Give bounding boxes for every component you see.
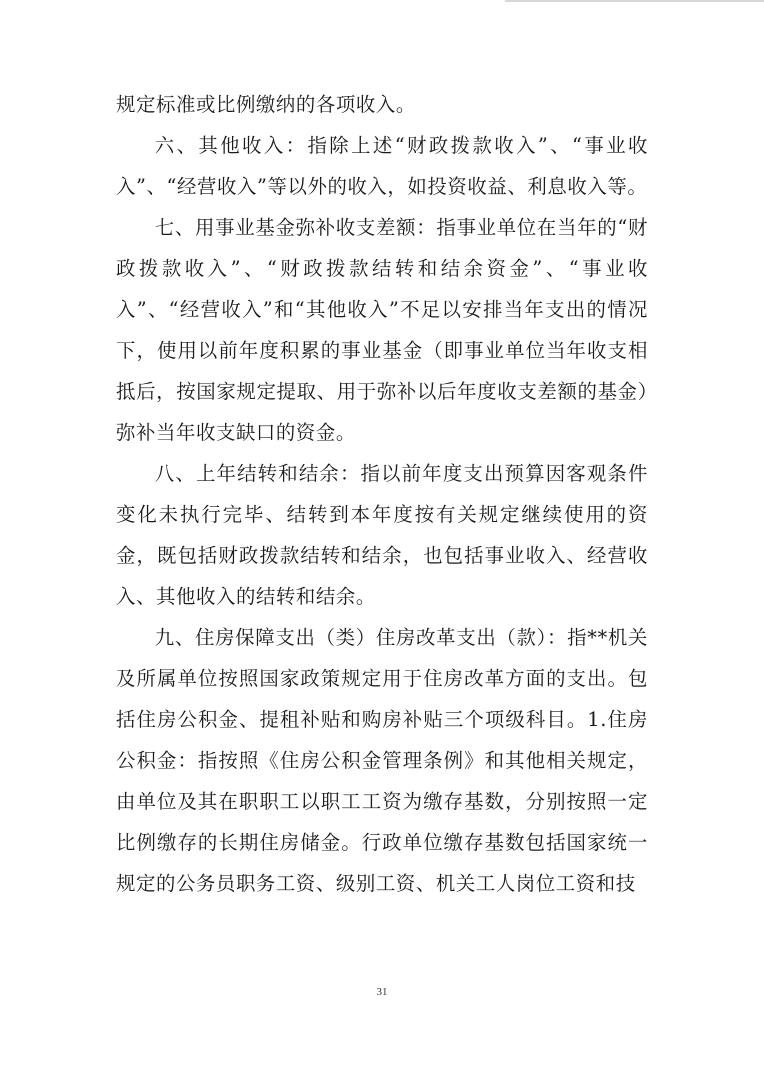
page-number: 31 bbox=[376, 986, 388, 998]
top-edge-rule bbox=[505, 0, 764, 2]
paragraph-other-income: 六、其他收入：指除上述“财政拨款收入”、“事业收入”、“经营收入”等以外的收入，如投资收益、利息收入等。 bbox=[116, 134, 648, 198]
document-body bbox=[116, 84, 648, 904]
paragraph-carryover-balance: 八、上年结转和结余：指以前年度支出预算因客观条件变化未执行完毕、结转到本年度按有关规定继续使用的资金，既包括财政拨款结转和结余，也包括事业收入、经营收入、其他收入的结转和结余。 bbox=[116, 462, 648, 608]
paragraph-housing-expenditure: 九、住房保障支出（类）住房改革支出（款）：指**机关及所属单位按照国家政策规定用于住房改革方面的支出。包括住房公积金、提租补贴和购房补贴三个项级科目。1.住房公积金：指按照《住房公积金管理条例》和其他相关规定，由单位及其在职职工以职工工资为缴存基数，分别按照一定比例缴存的长期住房储金。行政单位缴存基数包括国家统一规定的公务员职务工资、级别工资、机关工人岗位工资和技 bbox=[116, 626, 648, 895]
paragraph-business-fund: 七、用事业基金弥补收支差额：指事业单位在当年的“财政拨款收入”、“财政拨款结转和结余资金”、“事业收入”、“经营收入”和“其他收入”不足以安排当年支出的情况下，使用以前年度积累的事业基金（即事业单位当年收支相抵后，按国家规定提取、用于弥补以后年度收支差额的基金）弥补当年收支缺口的资金。 bbox=[116, 216, 648, 444]
paragraph-continuation: 规定标准或比例缴纳的各项收入。 bbox=[116, 93, 416, 116]
